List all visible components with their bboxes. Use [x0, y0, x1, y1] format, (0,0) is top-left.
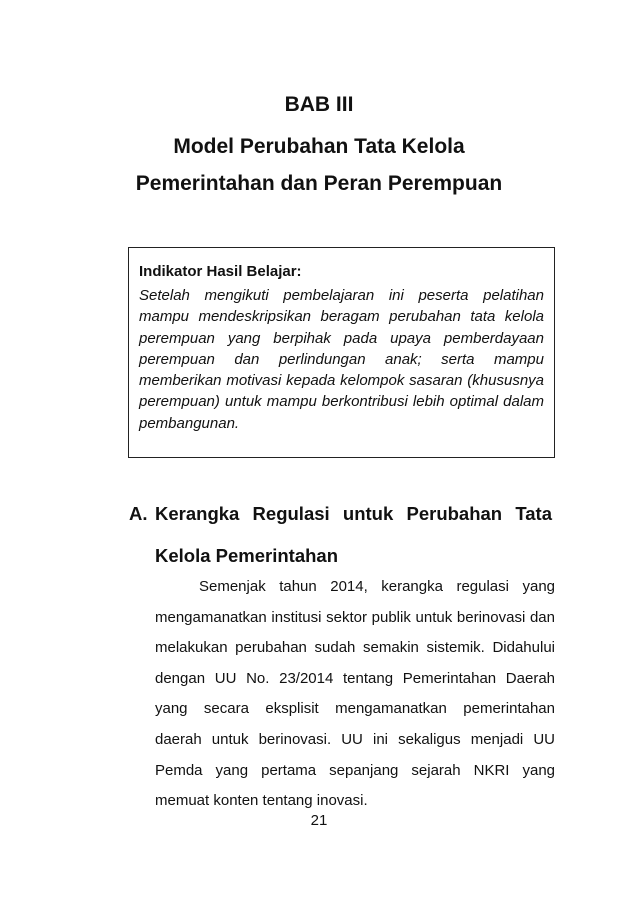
- chapter-label: BAB III: [284, 93, 354, 116]
- indicator-heading: Indikator Hasil Belajar:: [139, 263, 302, 280]
- body-paragraph: Semenjak tahun 2014, kerangka regulasi yang mengamanatkan institusi sektor publik untuk berinovasi dan melakukan perubahan sudah semakin sistemik. Didahului dengan UU No. 23/2014 tentang Pemerintahan Daerah yang secara eksplisit mengamanatkan pemerintahan daerah untuk berinovasi. UU ini sekaligus menjadi UU Pemda yang pertama sepanjang sejarah NKRI yang memuat konten tentang inovasi.: [155, 578, 555, 810]
- chapter-title-line-1: Model Perubahan Tata Kelola: [173, 135, 465, 158]
- section-marker: A.: [129, 503, 148, 524]
- indicator-body: Setelah mengikuti pembelajaran ini peserta pelatihan mampu mendeskripsikan beragam perubahan tata kelola perempuan yang berpihak pada upaya pemberdayaan perempuan dan perlindungan anak; serta mampu memberikan motivasi kepada kelompok sasaran (khususnya perempuan) untuk mampu berkontribusi lebih optimal dalam pembangunan.: [139, 287, 544, 432]
- learning-indicator-box: [128, 247, 555, 458]
- page-number: 21: [310, 812, 328, 829]
- section-heading: [129, 493, 552, 577]
- chapter-title-line-2: Pemerintahan dan Peran Perempuan: [135, 172, 503, 195]
- section-title: Kerangka Regulasi untuk Perubahan Tata Kelola Pemerintahan: [155, 503, 552, 566]
